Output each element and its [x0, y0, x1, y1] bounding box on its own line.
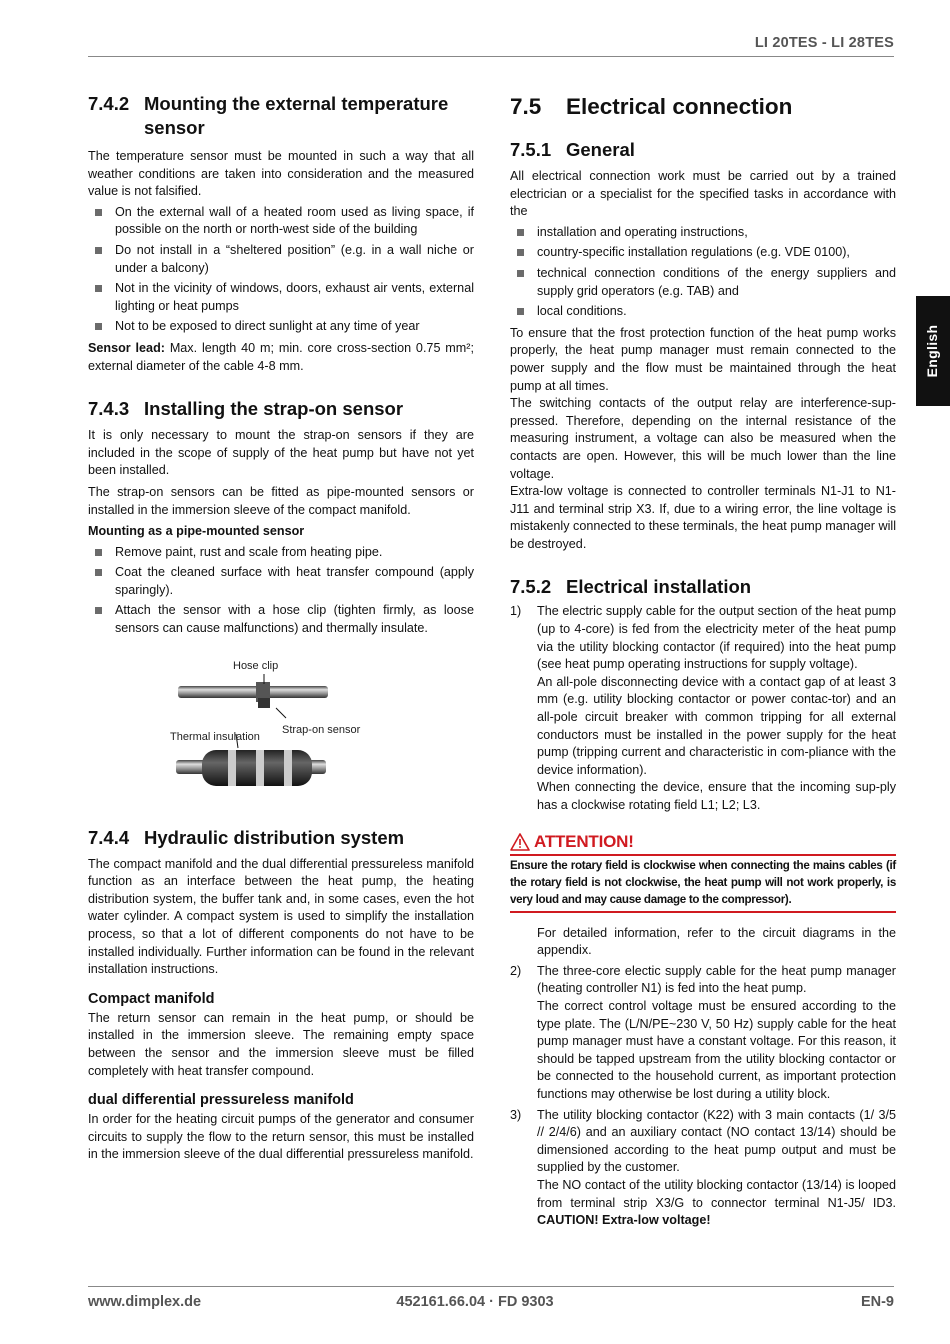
strap-on-sensor-figure: [88, 652, 474, 802]
pipe-sensor-illustration: [88, 652, 474, 802]
dual-manifold-heading: dual differential pressureless manifold: [88, 1092, 354, 1109]
section-number: 7.5.2: [510, 576, 552, 598]
subheading: Mounting as a pipe-mounted sensor: [88, 524, 305, 539]
language-tab-label: English: [924, 324, 941, 378]
footer-page-number: EN-9: [860, 1294, 894, 1310]
square-bullet-icon: [517, 270, 524, 277]
footer-doc-number: 452161.66.04 · FD 9303: [396, 1294, 554, 1310]
section-7-5-1-heading: [510, 138, 896, 162]
paragraph: The temperature sensor must be mounted in such a way that all weather conditions are taken into consideration and the measured value is not falsified.: [88, 149, 474, 199]
square-bullet-icon: [517, 229, 524, 236]
square-bullet-icon: [95, 247, 102, 254]
list-item: country-specific installation regulations (e.g. VDE 0100),: [510, 244, 896, 262]
paragraph: The strap-on sensors can be fitted as pipe-mounted sensors or installed in the immersion sleeve of the compact manifold.: [88, 484, 474, 517]
list-item: Not to be exposed to direct sunlight at any time of year: [88, 318, 474, 336]
paragraph: Extra-low voltage is connected to controller terminals N1-J1 to N1-J11 and terminal strip X3. If, due to a wiring error, the line voltage is mistakenly connected to these terminals, the heat pump manager will be destroyed.: [510, 484, 896, 551]
paragraph: All electrical connection work must be carried out by a trained electrician or a specialist for the specified tasks in accordance with the: [510, 169, 896, 219]
paragraph: It is only necessary to mount the strap-on sensors if they are included in the scope of supply of the heat pump but have not yet been installed.: [88, 428, 474, 478]
list-item: Coat the cleaned surface with heat transfer compound (apply sparingly).: [88, 564, 474, 599]
paragraph: The compact manifold and the dual differential pressureless manifold function as an interface between the heat pump, the heating distribution system, the buffer tank and, in some cases, even the hot water cylinder. A compact system is used to simplify the installation process, so that a lot of different components do not have to be installed individually. Further information can be found in the relevant installation instructions.: [88, 856, 474, 977]
square-bullet-icon: [517, 249, 524, 256]
bullet-list: [88, 544, 474, 638]
list-item: 2) The three-core electic supply cable for the heat pump manager (heating controller N1) is fed into the heat pump. The correct control voltage must be ensured according to the type plate. The (L/N/PE~230 V, 50 Hz) supply cable for the heat pump manager must have a constant voltage. For this reason, it should be tapped upstream from the utility blocking contactor or be connected to the household current, as important protection functions may otherwise be lost during a utility block.: [510, 963, 896, 1101]
footer-website: www.dimplex.de: [88, 1294, 202, 1310]
section-title: Hydraulic distribution system: [144, 826, 405, 848]
section-7-4-4-heading: [88, 826, 474, 850]
attention-box: [510, 831, 896, 913]
list-item: Do not install in a “sheltered position” (e.g. in a wall niche or under a balcony): [88, 242, 474, 277]
footer-divider: [88, 1286, 894, 1287]
section-title: Electrical connection: [566, 94, 793, 119]
caution-note: CAUTION! Extra-low voltage!: [537, 1213, 711, 1228]
section-title: General: [566, 139, 635, 160]
list-item: Not in the vicinity of windows, doors, exhaust air vents, external lighting or heat pumps: [88, 280, 474, 315]
section-number: 7.4.4: [88, 826, 130, 848]
section-7-4-3-heading: [88, 397, 474, 421]
left-column: [88, 92, 474, 1164]
section-7-5-heading: [510, 92, 896, 122]
list-item: technical connection conditions of the energy suppliers and supply grid operators (e.g. TAB) and: [510, 265, 896, 300]
section-7-5-2-heading: [510, 575, 896, 599]
list-item: local conditions.: [510, 303, 896, 321]
square-bullet-icon: [95, 607, 102, 614]
warning-icon: [510, 833, 530, 851]
square-bullet-icon: [95, 323, 102, 330]
square-bullet-icon: [95, 209, 102, 216]
list-item: Remove paint, rust and scale from heating pipe.: [88, 544, 474, 562]
list-item: On the external wall of a heated room used as living space, if possible on the north or north-west side of the building: [88, 204, 474, 239]
header-divider: [88, 56, 894, 57]
section-title: Electrical installation: [566, 576, 752, 598]
paragraph: The return sensor can remain in the heat pump, or should be installed in the immersion sleeve. The remaining empty space between the sensor and the immersion sleeve must be filled completely with heat transfer compound.: [88, 1010, 474, 1078]
bullet-list: [510, 224, 896, 321]
square-bullet-icon: [95, 285, 102, 292]
section-number: 7.5: [510, 94, 542, 119]
hose-clip-label: Hose clip: [233, 659, 279, 672]
square-bullet-icon: [95, 549, 102, 556]
language-tab: [916, 296, 950, 406]
attention-divider: [510, 854, 896, 856]
list-item: 1) The electric supply cable for the output section of the heat pump (up to 4-core) is fed from the electricity meter of the heat pump via the utility blocking contactor (if required) into the heat pump (see heat pump operating instructions for supply voltage). An all-pole disconnecting device with a contact gap of at least 3 mm (e.g. utility blocking contactor or power contac-tor) and an all-pole circuit breaker with common tripping for all external conductors must be installed in the power supply for the heat pump (tripping current and characteristic in com-pliance with the device information). When connecting the device, ensure that the incoming sup-ply has a clockwise rotating field L1; L2; L3.: [510, 604, 896, 812]
square-bullet-icon: [517, 308, 524, 315]
list-item: installation and operating instructions,: [510, 224, 896, 242]
numbered-list: [510, 925, 896, 1230]
section-title: Installing the strap-on sensor: [144, 398, 404, 420]
header-title: LI 20TES - LI 28TES: [754, 35, 894, 51]
compact-manifold-heading: Compact manifold: [88, 990, 215, 1007]
list-item: 3) The utility blocking contactor (K22) with 3 main contacts (1/ 3/5 // 2/4/6) and an auxiliary contact (NO contact 13/14) should be dimensioned according to the heat pump output and must be supplied by the customer. The NO contact of the utility blocking contactor (13/14) is looped from terminal strip X3/G to connector terminal N1-J5/ ID3. CAUTION! Extra-low voltage!: [510, 1107, 896, 1228]
section-number: 7.4.3: [88, 398, 130, 420]
section-number: 7.5.1: [510, 139, 552, 160]
numbered-list: [510, 603, 896, 814]
right-column: [510, 92, 896, 1230]
list-item: Attach the sensor with a hose clip (tighten firmly, as loose sensors can cause malfunctions) and thermally insulate.: [88, 602, 474, 637]
sensor-lead-label: Sensor lead:: [88, 340, 165, 355]
paragraph: In order for the heating circuit pumps of the generator and consumer circuits to supply the flow to the return sensor, this must be installed in the immersion sleeve of the dual differential pressureless manifold.: [88, 1112, 474, 1162]
section-7-4-2-heading: [88, 92, 474, 140]
section-title: Mounting the external temperature sensor: [144, 93, 449, 138]
section-number: 7.4.2: [88, 93, 130, 114]
attention-heading: ATTENTION!: [510, 831, 896, 853]
thermal-insulation-label: Thermal insulation: [170, 730, 260, 743]
paragraph: The switching contacts of the output relay are interference-sup-pressed. Therefore, depending on the internal resistance of the measuring instrument, a voltage can also be measured when the contacts are open. However, this will be much lower than the line voltage.: [510, 396, 896, 481]
list-item: For detailed information, refer to the circuit diagrams in the appendix.: [537, 925, 896, 958]
square-bullet-icon: [95, 569, 102, 576]
paragraph: To ensure that the frost protection function of the heat pump works properly, the heat pump manager must remain connected to the power supply and the flow must be maintained through the heat pump at all times.: [510, 325, 896, 393]
strap-on-sensor-label: Strap-on sensor: [282, 723, 361, 736]
sensor-lead-paragraph: Sensor lead: Max. length 40 m; min. core cross-section 0.75 mm²; external diameter of the cable 4-8 mm.: [88, 340, 474, 373]
attention-text: Ensure the rotary field is clockwise when connecting the mains cables (if the rotary field is not clockwise, the heat pump will not work properly, is very loud and may cause damage to the compressor).: [510, 858, 896, 906]
bullet-list: [88, 204, 474, 336]
